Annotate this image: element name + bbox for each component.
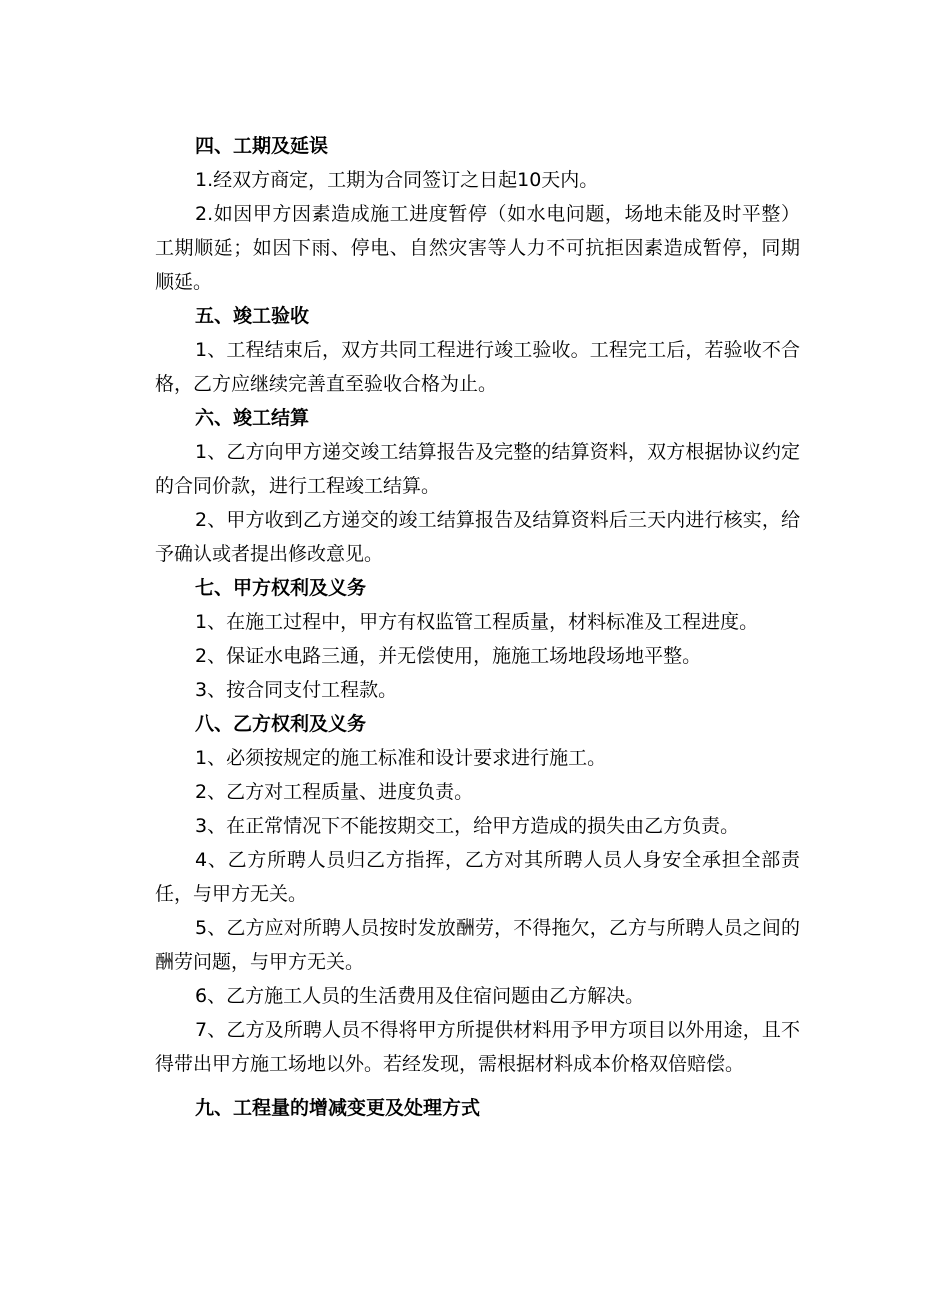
- section-heading: 六、竣工结算: [195, 407, 310, 429]
- paragraph: 7、乙方及所聘人员不得将甲方所提供材料用予甲方项目以外用途，且不得带出甲方施工场地以外。若经发现，需根据材料成本价格双倍赔偿。: [155, 1019, 800, 1075]
- paragraph: 2.如因甲方因素造成施工进度暂停（如水电问题，场地未能及时平整）工期顺延；如因下雨、停电、自然灾害等人力不可抗拒因素造成暂停，同期顺延。: [155, 203, 800, 293]
- paragraph: 2、乙方对工程质量、进度负责。: [195, 781, 474, 803]
- paragraph: 6、乙方施工人员的生活费用及住宿问题由乙方解决。: [195, 985, 645, 1007]
- paragraph: 1、工程结束后，双方共同工程进行竣工验收。工程完工后，若验收不合格，乙方应继续完善直至验收合格为止。: [155, 339, 800, 395]
- paragraph: 2、保证水电路三通，并无偿使用，施施工场地段场地平整。: [195, 645, 702, 667]
- section-heading-changes: 九、工程量的增减变更及处理方式: [195, 1097, 481, 1119]
- section-party-b: [155, 707, 800, 1081]
- paragraph: 1.经双方商定，工期为合同签订之日起10天内。: [195, 169, 599, 191]
- document-body: [155, 129, 800, 1125]
- paragraph: 5、乙方应对所聘人员按时发放酬劳，不得拖欠，乙方与所聘人员之间的酬劳问题，与甲方无关。: [155, 917, 800, 973]
- paragraph: 4、乙方所聘人员归乙方指挥，乙方对其所聘人员人身安全承担全部责任，与甲方无关。: [155, 849, 800, 905]
- section-settlement: [155, 401, 800, 571]
- section-heading: 四、工期及延误: [195, 135, 329, 157]
- section-acceptance: [155, 299, 800, 401]
- section-schedule: [155, 129, 800, 299]
- section-heading: 八、乙方权利及义务: [195, 713, 367, 735]
- section-heading: 五、竣工验收: [195, 305, 310, 327]
- paragraph: 1、必须按规定的施工标准和设计要求进行施工。: [195, 747, 607, 769]
- paragraph: 2、甲方收到乙方递交的竣工结算报告及结算资料后三天内进行核实，给予确认或者提出修改意见。: [155, 509, 800, 565]
- section-heading: 七、甲方权利及义务: [195, 577, 367, 599]
- paragraph: 3、在正常情况下不能按期交工，给甲方造成的损失由乙方负责。: [195, 815, 740, 837]
- paragraph: 3、按合同支付工程款。: [195, 679, 398, 701]
- paragraph: 1、在施工过程中，甲方有权监管工程质量，材料标准及工程进度。: [195, 611, 759, 633]
- section-party-a: [155, 571, 800, 707]
- paragraph: 1、乙方向甲方递交竣工结算报告及完整的结算资料，双方根据协议约定的合同价款，进行工程竣工结算。: [155, 441, 800, 497]
